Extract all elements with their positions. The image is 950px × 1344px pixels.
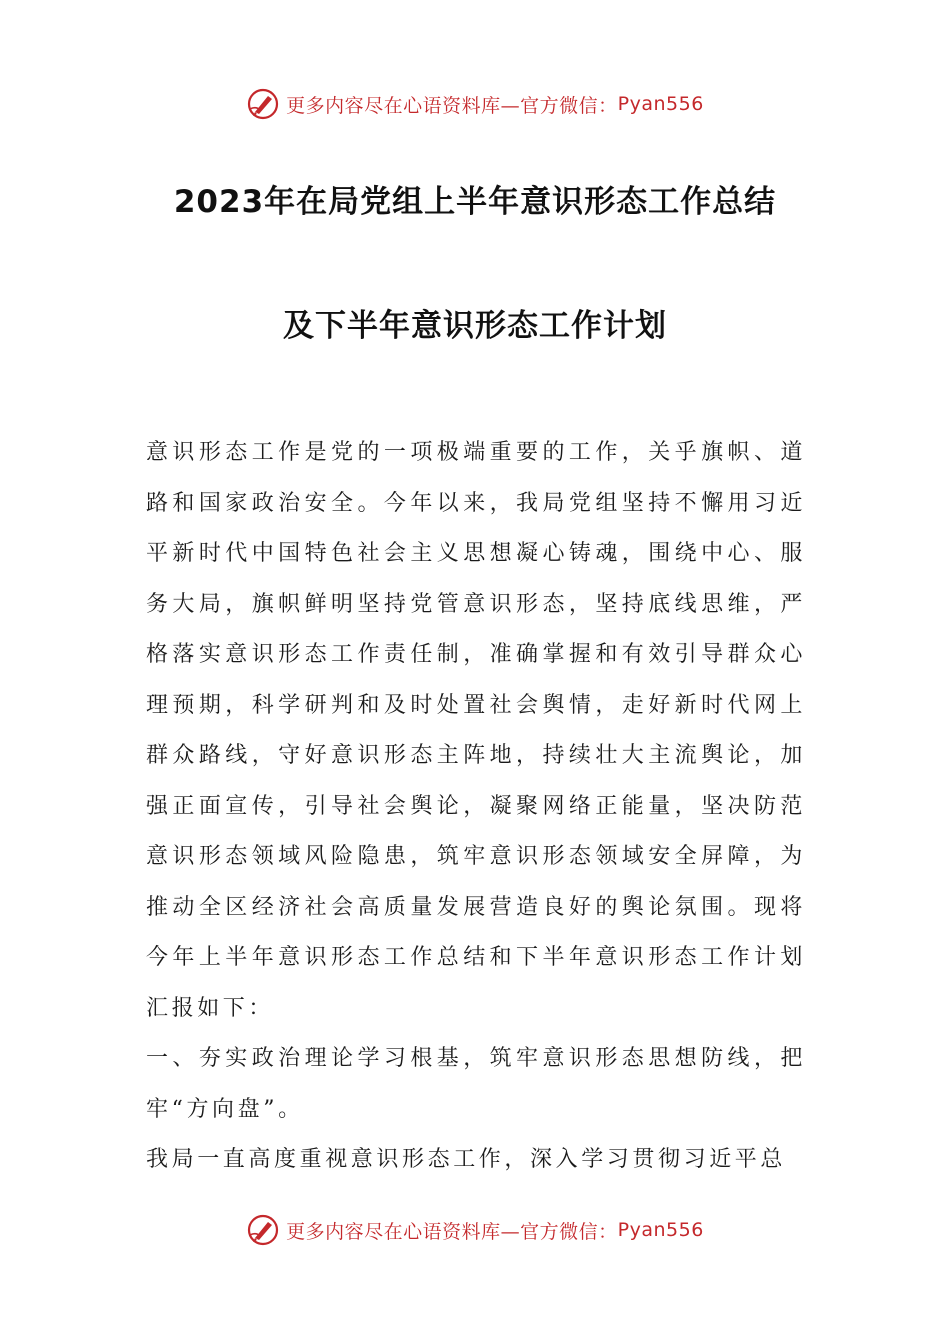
body-paragraph-1: 我局一直高度重视意识形态工作，深入学习贯彻习近平总 [146, 1147, 787, 1172]
document-title-line-2: 及下半年意识形态工作计划 [283, 308, 667, 344]
watermark-text: 更多内容尽在心语资料库—官方微信： [286, 1220, 618, 1243]
body-paragraph-intro: 意识形态工作是党的一项极端重要的工作，关乎旗帜、道路和国家政治安全。今年以来，我局党组坚持不懈用习近平新时代中国特色社会主义思想凝心铸魂，围绕中心、服务大局，旗帜鲜明坚持党管意识形态，坚持底线思维，严格落实意识形态工作责任制，准确掌握和有效引导群众心理预期，科学研判和及时处置社会舆情，走好新时代网上群众路线，守好意识形态主阵地，持续壮大主流舆论，加强正面宣传，引导社会舆论，凝聚网络正能量，坚决防范意识形态领域风险隐患，筑牢意识形态领域安全屏障，为推动全区经济社会高质量发展营造良好的舆论氛围。现将今年上半年意识形态工作总结和下半年意识形态工作计划汇报如下： [146, 440, 806, 1021]
document-title-line-1: 2023年在局党组上半年意识形态工作总结 [173, 184, 777, 220]
watermark-wechat-id: Pyan556 [617, 1219, 704, 1241]
footer-watermark [0, 1210, 950, 1250]
body-section-heading-1: 一、夯实政治理论学习根基，筑牢意识形态思想防线，把牢“方向盘”。 [146, 1046, 806, 1122]
quill-pen-logo-icon [246, 1213, 280, 1247]
watermark-wechat-id: Pyan556 [617, 93, 704, 115]
header-watermark [0, 84, 950, 124]
document-body [146, 428, 806, 1186]
watermark-text: 更多内容尽在心语资料库—官方微信： [286, 94, 618, 117]
quill-pen-logo-icon [246, 87, 280, 121]
